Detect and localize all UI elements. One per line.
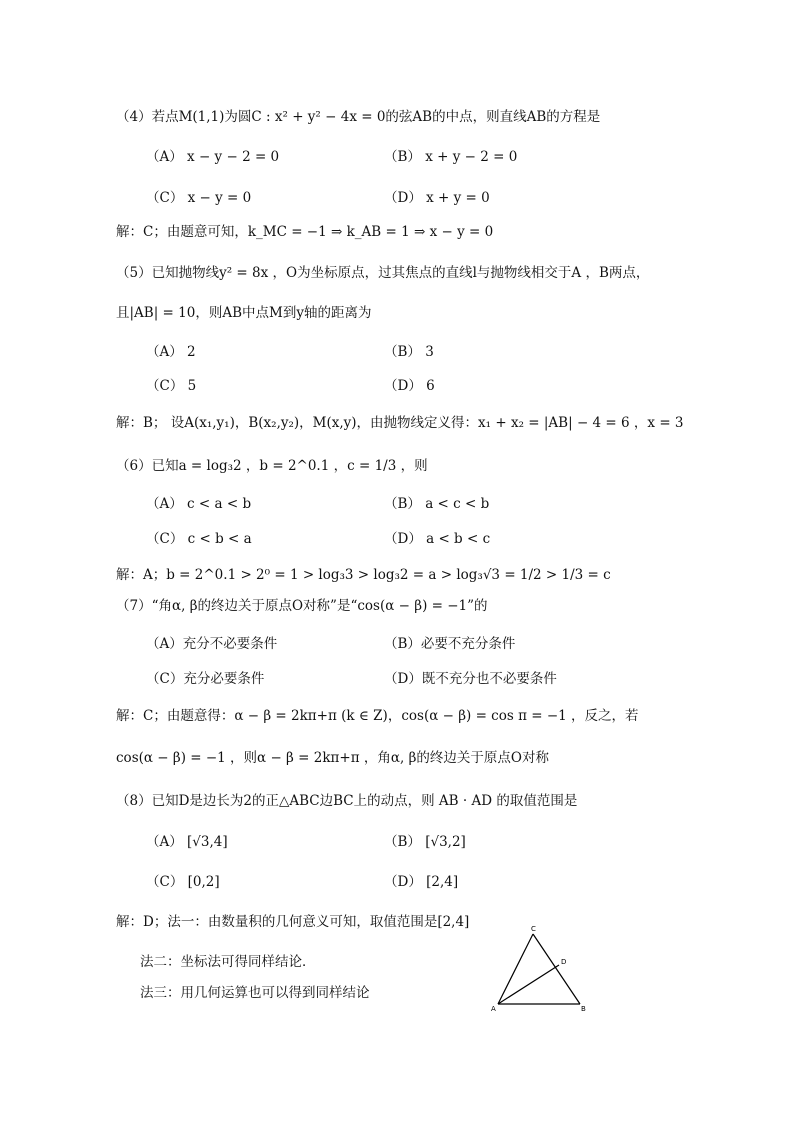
q7-option-d: （D）既不充分也不必要条件	[384, 671, 557, 687]
q6-option-d: （D） a < b < c	[384, 531, 491, 547]
q7-option-c: （C）充分必要条件	[146, 671, 265, 687]
label-b: B	[581, 1005, 586, 1013]
q5-option-d: （D） 6	[384, 378, 435, 394]
q8-stem: （8）已知D是边长为2的正△ABC边BC上的动点，则 AB · AD 的取值范围是	[116, 793, 578, 809]
q6-solution: 解：A；b = 2^0.1 > 2⁰ = 1 > log₃3 > log₃2 = a > log₃√3 = 1/2 > 1/3 = c	[116, 567, 611, 583]
q4-stem: （4）若点M(1,1)为圆C : x² + y² − 4x = 0的弦AB的中点，则直线AB的方程是	[116, 109, 601, 125]
q6-stem: （6）已知a = log₃2 ，b = 2^0.1 ，c = 1/3 ，则	[116, 458, 428, 474]
q8-option-a: （A） [√3,4]	[146, 834, 228, 850]
q7-solution-line1: 解：C；由题意得：α − β = 2kπ+π (k ∈ Z)，cos(α − β) = cos π = −1 ，反之，若	[116, 708, 639, 724]
q8-option-b: （B） [√3,2]	[384, 834, 466, 850]
q4-option-d: （D） x + y = 0	[384, 190, 490, 206]
q8-option-c: （C） [0,2]	[146, 874, 220, 890]
label-a: A	[491, 1005, 496, 1013]
q5-option-c: （C） 5	[146, 378, 197, 394]
q7-stem: （7）“角α, β的终边关于原点O对称”是“cos(α − β) = −1”的	[116, 598, 488, 614]
label-c: C	[531, 925, 536, 933]
q5-option-b: （B） 3	[384, 344, 434, 360]
q5-solution: 解：B； 设A(x₁,y₁)，B(x₂,y₂)，M(x,y)，由抛物线定义得：x₁ + x₂ = |AB| − 4 = 6 ，x = 3	[116, 415, 684, 431]
q7-option-a: （A）充分不必要条件	[146, 636, 278, 652]
q4-option-c: （C） x − y = 0	[146, 190, 252, 206]
q4-solution: 解：C；由题意可知，k_MC = −1 ⇒ k_AB = 1 ⇒ x − y = 0	[116, 224, 494, 240]
q8-solution-line1: 解：D；法一：由数量积的几何意义可知，取值范围是[2,4]	[116, 914, 470, 930]
q6-option-c: （C） c < b < a	[146, 531, 252, 547]
q6-option-a: （A） c < a < b	[146, 496, 252, 512]
q5-option-a: （A） 2	[146, 344, 196, 360]
side-cb	[533, 934, 580, 1004]
triangle-figure	[488, 922, 588, 1017]
q5-stem-line2: 且|AB| = 10，则AB中点M到y轴的距离为	[116, 305, 372, 321]
q7-option-b: （B）必要不充分条件	[384, 636, 516, 652]
q4-option-b: （B） x + y − 2 = 0	[384, 149, 518, 165]
label-d: D	[561, 958, 567, 966]
q8-solution-line2: 法二：坐标法可得同样结论．	[140, 954, 316, 970]
q7-solution-line2: cos(α − β) = −1 ，则α − β = 2kπ+π ，角α, β的终边关于原点O对称	[116, 750, 549, 766]
q8-option-d: （D） [2,4]	[384, 874, 459, 890]
q8-solution-line3: 法三：用几何运算也可以得到同样结论	[140, 985, 370, 1001]
q4-option-a: （A） x − y − 2 = 0	[146, 149, 280, 165]
q6-option-b: （B） a < c < b	[384, 496, 490, 512]
q5-stem-line1: （5）已知抛物线y² = 8x ，O为坐标原点，过其焦点的直线l与抛物线相交于A ，B两点，	[116, 265, 650, 281]
